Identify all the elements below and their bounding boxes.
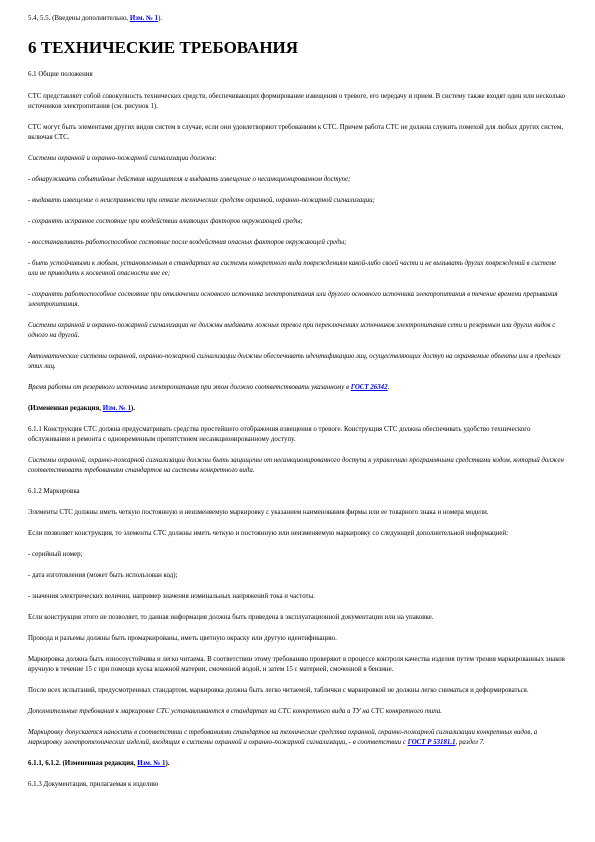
change-note-end: ). [131,405,136,412]
paragraph-text-end: , раздел 7. [455,739,485,746]
list-item: - дата изготовления (может быть использован код); [28,572,178,579]
paragraph: Маркировка должна быть износоустойчива и легко читаема. В соответствии этому требованию проверяют в процессе контроля качества изделия путем трения маркированных знаков вручную в течение 15 с при помощи куска влажной материи, смоченной водой, и затем 15 с материей, смоченной в бензине. [28,656,565,673]
paragraph: 6.1.1 Конструкция СТС должна предусматривать средства простейшего отображения извещения о тревоге. Конструкция СТС должна обеспечивать удобство технического обслуживания и ремонта с одновременным препятствием несанкционированному доступу. [28,426,531,443]
paragraph: СТС представляет собой совокупность технических средств, обеспечивающих формирование извещения о тревоге, его передачу и прием. В систему также входят один или несколько источников электропитания (см. рисунок 1). [28,93,566,110]
paragraph-text: Время работы от резервного источника электропитания при этом должно соответствовать указанному в [28,384,351,391]
amendment-note-text: 5.4, 5.5. (Введены дополнительно, [28,15,130,22]
gost-26342-link[interactable]: ГОСТ 26342 [350,384,388,391]
list-item: - значения электрических величин, например значения номинальных напряжений тока и частоты. [28,593,315,600]
list-item: - восстанавливать работоспособное состояние после воздействия опасных факторов окружающей среды; [28,239,347,246]
paragraph: Если конструкция этого не позволяет, то данная информация должна быть приведена в эксплуатационной документации или на упаковке. [28,614,434,621]
paragraph: СТС могут быть элементами других видов систем в случае, если они удовлетворяют требованиям к СТС. Причем работа СТС не должна служить помехой для любых других систем, включая СТС. [28,124,564,141]
amendment-note [28,14,567,24]
paragraph: Дополнительные требования к маркировке СТС устанавливаются в стандартах на СТС конкретного вида и ТУ на СТС конкретного типа. [28,708,442,715]
paragraph: Элементы СТС должны иметь четкую постоянную и неизменяемую маркировку с указанием наименования фирмы или ее товарного знака и номера модели. [28,509,489,516]
list-item: - быть устойчивыми к любым, установленным в стандартах на системы конкретного вида повреждениям какой-либо своей части и не вызывать других повреждений в системе или не приводить к косвенной опасности вне ее; [28,260,557,277]
paragraph: Системы охранной и охранно-пожарной сигнализации не должны выдавать ложных тревог при переключениях источников электропитания сети и резервным или других видов с одного на другой. [28,322,556,339]
paragraph: Системы охранной и охранно-пожарной сигнализации должны: [28,155,217,162]
amendment-note-end: ). [158,15,163,22]
list-item: - серийный номер; [28,551,83,558]
section-heading-6-1: 6.1 Общие положения [28,71,93,78]
change-note-text: (Измененная редакция, [28,405,103,412]
list-item: - сохранять исправное состояние при воздействии влияющих факторов окружающей среды; [28,218,303,225]
paragraph [28,728,567,748]
amendment-link[interactable]: Изм. № 1 [137,760,166,767]
change-note [28,404,567,414]
amendment-link[interactable]: Изм. № 1 [129,15,159,22]
page-title: 6 ТЕХНИЧЕСКИЕ ТРЕБОВАНИЯ [28,38,299,57]
change-note-text: 6.1.1, 6.1.2. (Измененная редакция, [28,760,138,767]
gost-r-53181-1-link[interactable]: ГОСТ Р 53181.1 [407,739,456,746]
paragraph [28,383,567,393]
change-note [28,759,567,769]
paragraph-text-end: . [387,384,390,391]
list-item: - обнаруживать событийные действия нарушителя и выдавать извещение о несанкционированном доступе; [28,176,351,183]
list-item: - сохранять работоспособное состояние при отключении основного источника электропитания или другого основного источника электропитания в течение времени прерывания электропитания. [28,291,558,308]
paragraph-text: Маркировку допускается наносить в соответствии с требованиями стандартов на технические средства охранной, охранно-пожарной сигнализации конкретных видов, а маркировку электротехнических изделий, входящих в системы охранной и охранно-пожарной сигнализации, - в соответствии с [28,729,538,746]
section-heading-6-1-3: 6.1.3 Документация, прилагаемая к изделию [28,781,159,788]
paragraph: После всех испытаний, предусмотренных стандартом, маркировка должна быть легко читаемой, таблички с маркировкой не должны легко сниматься и деформироваться. [28,687,529,694]
change-note-end: ). [165,760,170,767]
paragraph: Провода и разъемы должны быть промаркированы, иметь цветную окраску или другую идентификацию. [28,635,337,642]
paragraph: Если позволяет конструкция, то элементы СТС должны иметь четкую и постоянную или неизменяемую маркировку со следующей дополнительной информацией: [28,530,509,537]
section-heading-6-1-2: 6.1.2 Маркировка [28,488,80,495]
amendment-link[interactable]: Изм. № 1 [102,405,132,412]
paragraph: Системы охранной, охранно-пожарной сигнализации должны быть защищены от несанкционированного доступа к управлению программными средствами кодом, который должен соответствовать требованиям стандартов на системы конкретного вида. [28,457,564,474]
paragraph: Автоматические системы охранной, охранно-пожарной сигнализации должны обеспечивать идентификацию лиц, осуществляющих доступ на охраняемые объекты или в пределах этих лиц. [28,353,561,370]
list-item: - выдавать извещение о неисправности при отказе технических средств охранной, охранно-пожарной сигнализации; [28,197,375,204]
